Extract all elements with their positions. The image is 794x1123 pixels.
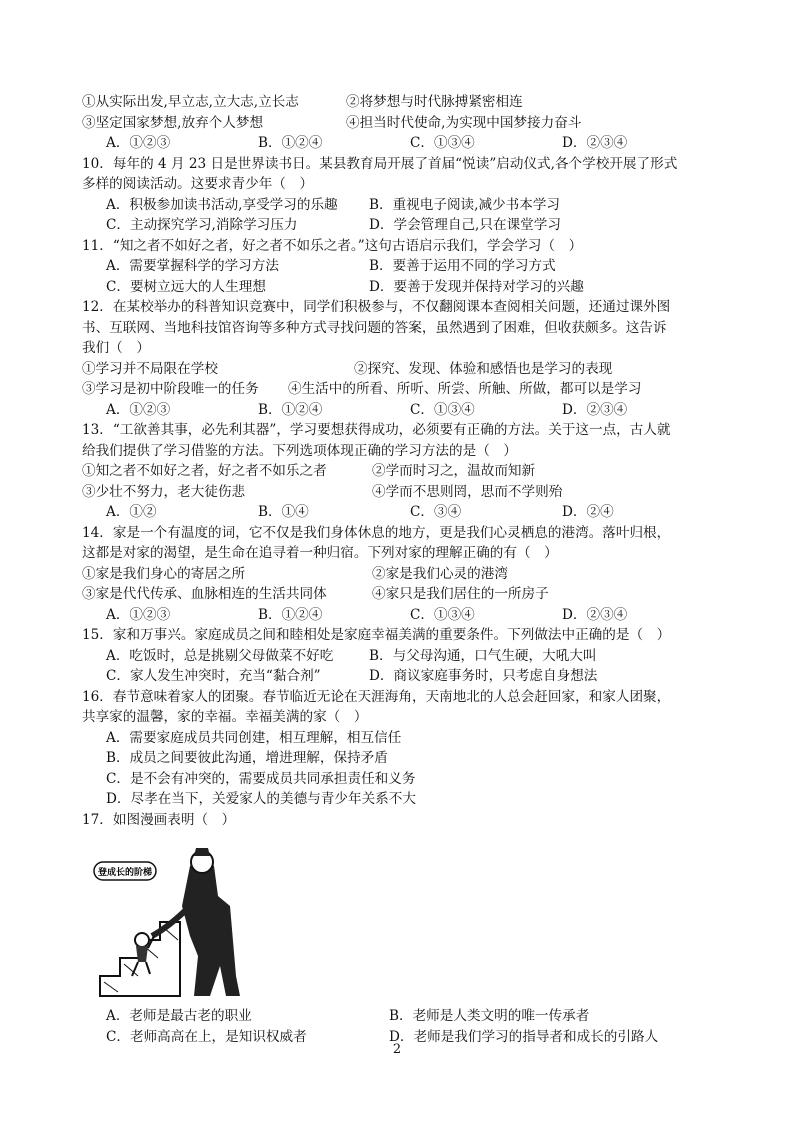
q11-option-c[interactable]: C．要树立远大的人生理想	[106, 278, 266, 295]
q9-statement-1: ①从实际出发,早立志,立大志,立长志	[82, 94, 299, 110]
q13-statement-2: ②学而时习之，温故而知新	[372, 463, 536, 479]
q10-option-b[interactable]: B．重视电子阅读,减少书本学习	[369, 196, 561, 213]
q13-option-a[interactable]: A．①②	[106, 504, 157, 520]
q14-options	[82, 605, 726, 626]
q9-option-d[interactable]: D．②③④	[562, 135, 628, 151]
q10-option-d[interactable]: D．学会管理自己,只在课堂学习	[369, 217, 561, 233]
q17-options-row1	[82, 1006, 726, 1027]
q15-options-row2	[82, 666, 726, 687]
q15-options-row1	[82, 646, 726, 667]
q14-statement-4: ④家只是我们居住的一所房子	[372, 586, 549, 602]
q14-statements-row2	[82, 584, 726, 605]
q16-option-c[interactable]: C．是不会有冲突的，需要成员共同承担责任和义务	[106, 770, 416, 787]
q15-stem: 15．家和万事兴。家庭成员之间和睦相处是家庭幸福美满的重要条件。下列做法中正确的是（ ）	[82, 627, 671, 643]
q9-statements-row2	[82, 113, 726, 134]
q12-option-a[interactable]: A．①②③	[106, 401, 171, 418]
q15-option-d[interactable]: D．商议家庭事务时，只考虑自身想法	[369, 668, 598, 684]
q12-statement-3: ③学习是初中阶段唯一的任务	[82, 381, 259, 397]
q15-option-a[interactable]: A．吃饭时，总是挑剔父母做菜不好吃	[106, 647, 334, 664]
q17-option-c[interactable]: C．老师高高在上，是知识权威者	[106, 1028, 307, 1045]
q12-statements-row2	[82, 379, 726, 400]
q12-statement-1: ①学习并不局限在学校	[82, 360, 218, 377]
q9-statements-row1	[82, 92, 726, 113]
q11-options-row2	[82, 277, 726, 298]
q9-option-c[interactable]: C．①③④	[410, 135, 475, 151]
q12-stem-line2: 书、互联网、当地科技馆咨询等多种方式寻找问题的答案，虽然遇到了困难，但收获颇多。这告诉	[82, 319, 667, 336]
q11-option-b[interactable]: B．要善于运用不同的学习方式	[369, 258, 556, 274]
q12-stem-line3: 我们（ ）	[82, 340, 150, 356]
q11-option-d[interactable]: D．要善于发现并保持对学习的兴趣	[369, 278, 584, 295]
q14-option-d[interactable]: D．②③④	[562, 606, 628, 623]
q17-option-a[interactable]: A．老师是最古老的职业	[106, 1008, 252, 1024]
q17-option-d[interactable]: D．老师是我们学习的指导者和成长的引路人	[389, 1028, 659, 1045]
q14-statements-row1	[82, 564, 726, 585]
q13-statement-1: ①知之者不如好之者，好之者不如乐之者	[82, 463, 327, 479]
q12-statement-4: ④生活中的所看、所听、所尝、所触、所做，都可以是学习	[288, 381, 642, 397]
q13-statement-4: ④学而不思则罔，思而不学则殆	[372, 483, 563, 500]
q15-option-b[interactable]: B．与父母沟通，口气生硬，大吼大叫	[369, 647, 597, 664]
q17-cartoon	[90, 836, 250, 1006]
q13-option-d[interactable]: D．②④	[562, 504, 614, 520]
q12-option-c[interactable]: C．①③④	[410, 401, 475, 418]
q13-stem-line2: 给我们提供了学习借鉴的方法。下列选项体现正确的学习方法的是（ ）	[82, 442, 517, 459]
q16-option-a[interactable]: A．需要家庭成员共同创建，相互理解，相互信任	[106, 729, 402, 746]
q11-options-row1	[82, 256, 726, 277]
q17-option-b[interactable]: B．老师是人类文明的唯一传承者	[389, 1008, 590, 1024]
q13-option-c[interactable]: C．③④	[410, 504, 462, 520]
q12-option-b[interactable]: B．①②④	[258, 401, 323, 418]
cartoon-sign-text: 登成长的阶梯	[97, 868, 153, 878]
q12-statements-row1	[82, 359, 726, 380]
q14-option-a[interactable]: A．①②③	[106, 606, 171, 623]
q14-statement-2: ②家是我们心灵的港湾	[372, 565, 508, 582]
q11-stem: 11．“知之者不如好之者，好之者不如乐之者。”这句古语启示我们，学会学习（ ）	[82, 237, 583, 254]
q13-option-b[interactable]: B．①④	[258, 504, 309, 520]
q9-statement-4: ④担当时代使命,为实现中国梦接力奋斗	[346, 114, 582, 131]
q17-stem: 17．如图漫画表明（ ）	[82, 811, 236, 828]
q12-options	[82, 400, 726, 421]
q9-statement-3: ③坚定国家梦想,放弃个人梦想	[82, 114, 264, 131]
q13-statements-row2	[82, 482, 726, 503]
page-number: 2	[392, 1042, 402, 1057]
q16-option-b[interactable]: B．成员之间要彼此沟通，增进理解，保持矛盾	[106, 750, 388, 766]
q16-stem-line2: 共享家的温馨，家的幸福。幸福美满的家（ ）	[82, 709, 368, 725]
q14-option-c[interactable]: C．①③④	[410, 606, 475, 623]
q11-option-a[interactable]: A．需要掌握科学的学习方法	[106, 258, 279, 274]
q16-option-d[interactable]: D．尽孝在当下，关爱家人的美德与青少年关系不大	[106, 791, 416, 807]
q9-options	[82, 133, 726, 154]
q13-statements-row1	[82, 461, 726, 482]
q10-option-a[interactable]: A．积极参加读书活动,享受学习的乐趣	[106, 196, 338, 213]
q13-statement-3: ③少壮不努力，老大徒伤悲	[82, 483, 246, 500]
teacher-student-stairs-cartoon	[90, 836, 250, 1006]
q14-stem-line1: 14．家是一个有温度的词，它不仅是我们身体休息的地方，更是我们心灵栖息的港湾。落叶归根，	[82, 524, 671, 541]
q14-statement-1: ①家是我们身心的寄居之所	[82, 565, 246, 582]
q9-statement-2: ②将梦想与时代脉搏紧密相连	[346, 94, 523, 110]
q12-option-d[interactable]: D．②③④	[562, 401, 628, 418]
q14-statement-3: ③家是代代传承、血脉相连的生活共同体	[82, 586, 327, 602]
q10-stem-line2: 多样的阅读活动。这要求青少年（ ）	[82, 176, 314, 192]
q16-stem-line1: 16．春节意味着家人的团聚。春节临近无论在天涯海角，天南地北的人总会赶回家，和家人团聚，	[82, 688, 671, 705]
q9-option-b[interactable]: B．①②④	[258, 135, 323, 151]
q12-stem-line1: 12．在某校举办的科普知识竞赛中，同学们积极参与，不仅翻阅课本查阅相关问题，还通过课外图	[82, 299, 671, 315]
q14-option-b[interactable]: B．①②④	[258, 606, 323, 623]
q10-options-row2	[82, 215, 726, 236]
q13-stem-line1: 13．“工欲善其事，必先利其器”，学习要想获得成功，必须要有正确的方法。关于这一点，古人就	[82, 422, 671, 438]
q10-stem-line1: 10．每年的 4 月 23 日是世界读书日。某县教育局开展了首届“悦读”启动仪式,各个学校开展了形式	[82, 155, 678, 172]
q14-stem-line2: 这都是对家的渴望，是生命在追寻着一种归宿。下列对家的理解正确的有（ ）	[82, 545, 558, 561]
q9-option-a[interactable]: A．①②③	[106, 135, 171, 151]
q10-options-row1	[82, 195, 726, 216]
q10-option-c[interactable]: C．主动探究学习,消除学习压力	[106, 217, 298, 233]
q12-statement-2: ②探究、发现、体验和感悟也是学习的表现	[354, 360, 613, 377]
q15-option-c[interactable]: C．家人发生冲突时，充当“黏合剂”	[106, 668, 321, 684]
q13-options	[82, 502, 726, 523]
